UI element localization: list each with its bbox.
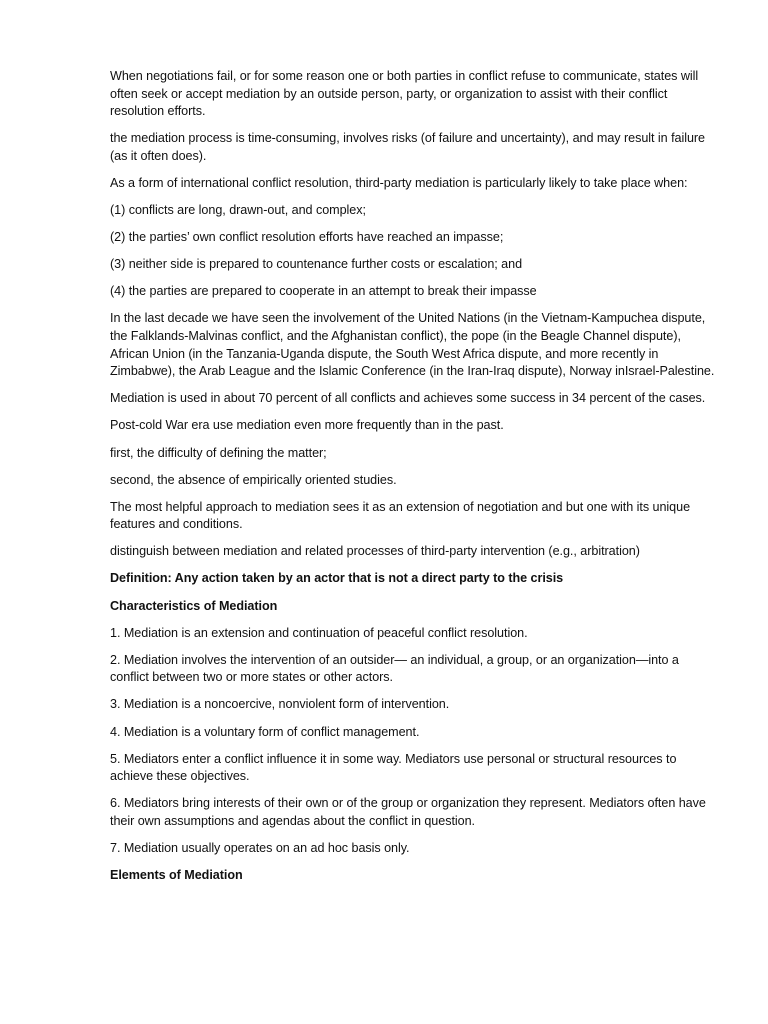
post-cold-war-paragraph: Post-cold War era use mediation even more frequently than in the past. xyxy=(110,418,504,433)
difficulty-item-first: first, the difficulty of defining the matter; xyxy=(110,445,327,460)
involvement-paragraph: In the last decade we have seen the involvement of the United Nations (in the Vietnam-Kampuchea dispute, the Falklands-Malvinas conflict, and the Afghanistan conflict), the pope (in the Beagle Channel dispute), African Union (in the Tanzania-Uganda dispute, the South West Africa dispute, and more recently in Zimbabwe), the Arab League and the Islamic Conference (in the Iran-Iraq dispute), Norway inIsrael-Palestine. xyxy=(110,311,715,379)
characteristic-item-7: 7. Mediation usually operates on an ad hoc basis only. xyxy=(110,841,410,855)
condition-item-1: (1) conflicts are long, drawn-out, and complex; xyxy=(110,203,366,218)
process-paragraph: the mediation process is time-consuming, involves risks (of failure and uncertainty), and may result in failure (as it often does). xyxy=(110,131,706,163)
characteristic-item-5: 5. Mediators enter a conflict influence it in some way. Mediators use personal or structural resources to achieve these objectives. xyxy=(110,751,677,784)
approach-paragraph: The most helpful approach to mediation sees it as an extension of negotiation and but one with its unique features and conditions. xyxy=(110,499,691,532)
elements-heading: Elements of Mediation xyxy=(110,868,243,883)
intro-paragraph: When negotiations fail, or for some reason one or both parties in conflict refuse to communicate, states will often seek or accept mediation by an outside person, party, or organization to assist with their conflict resolution efforts. xyxy=(110,69,699,119)
characteristic-item-4: 4. Mediation is a voluntary form of conflict management. xyxy=(110,724,420,739)
characteristics-heading: Characteristics of Mediation xyxy=(110,598,278,613)
distinguish-paragraph: distinguish between mediation and related processes of third-party intervention (e.g., arbitration) xyxy=(110,544,640,559)
characteristic-item-1: 1. Mediation is an extension and continuation of peaceful conflict resolution. xyxy=(110,625,528,640)
difficulty-item-second: second, the absence of empirically oriented studies. xyxy=(110,472,397,487)
characteristic-item-2: 2. Mediation involves the intervention of an outsider— an individual, a group, or an organization—into a conflict between two or more states or other actors. xyxy=(110,652,679,685)
conditions-intro-paragraph: As a form of international conflict resolution, third-party mediation is particularly likely to take place when: xyxy=(110,175,688,190)
definition-heading: Definition: Any action taken by an actor that is not a direct party to the crisis xyxy=(110,571,564,586)
condition-item-2: (2) the parties’ own conflict resolution efforts have reached an impasse; xyxy=(110,230,504,245)
condition-item-4: (4) the parties are prepared to cooperate in an attempt to break their impasse xyxy=(110,284,537,299)
characteristic-item-3: 3. Mediation is a noncoercive, nonviolent form of intervention. xyxy=(110,697,450,712)
statistics-paragraph: Mediation is used in about 70 percent of all conflicts and achieves some success in 34 percent of the cases. xyxy=(110,391,706,406)
document-page xyxy=(110,68,720,894)
characteristic-item-6: 6. Mediators bring interests of their own or of the group or organization they represent. Mediators often have their own assumptions and agendas about the conflict in question. xyxy=(110,796,706,828)
condition-item-3: (3) neither side is prepared to countenance further costs or escalation; and xyxy=(110,257,523,272)
